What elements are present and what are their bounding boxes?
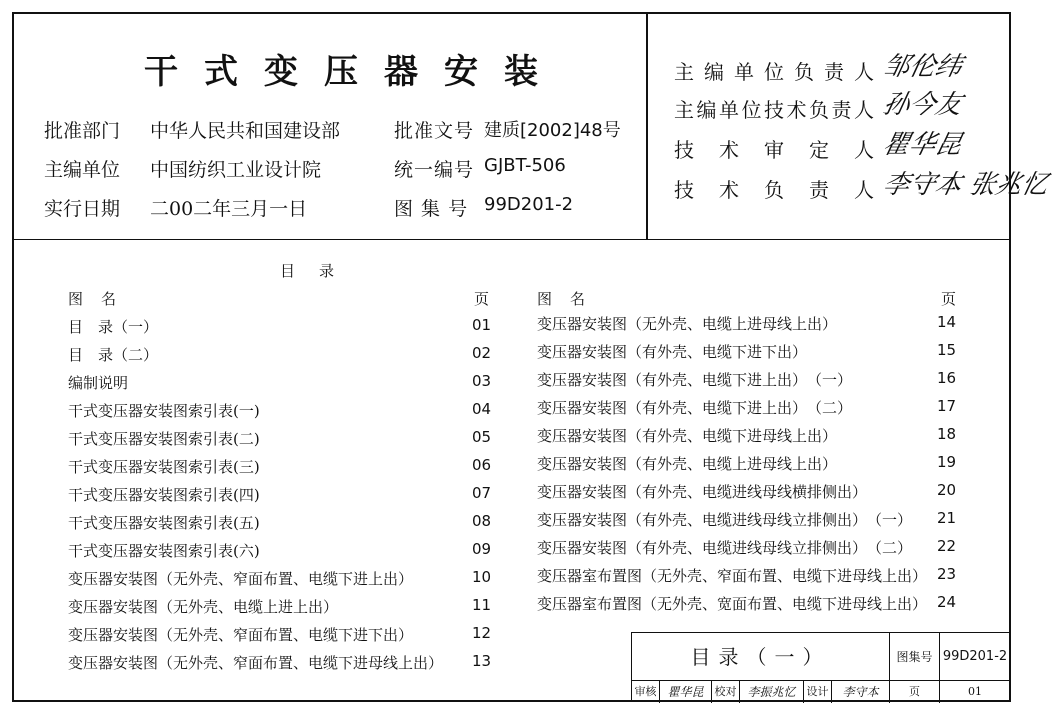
approval-label: 统一编号 — [394, 159, 475, 181]
atlas-label: 图集号 — [890, 633, 940, 681]
entry-page: 23 — [937, 565, 957, 583]
approval-label: 主编单位 — [44, 159, 121, 181]
entry-title: 变压器安装图（有外壳、电缆进线母线立排侧出） （一） — [537, 511, 913, 529]
handwritten-signature: 李守本 张兆忆 — [880, 170, 1051, 200]
approval-value: 中国纺织工业设计院 — [150, 159, 322, 181]
approval-value: GJBT-506 — [484, 155, 566, 176]
approval-strip — [632, 681, 1010, 703]
contents-entry[interactable] — [68, 596, 508, 624]
entry-page: 15 — [937, 341, 957, 359]
contents-entry[interactable] — [68, 540, 508, 568]
review-label: 审核 — [632, 681, 660, 703]
design-label: 设计 — [804, 681, 832, 703]
entry-page: 05 — [472, 428, 492, 446]
entry-title: 变压器安装图（无外壳、窄面布置、电缆下进上出） — [68, 570, 414, 588]
entry-title: 变压器安装图（无外壳、电缆上进母线上出） — [537, 315, 838, 333]
contents-entry[interactable] — [68, 484, 508, 512]
contents-entry[interactable] — [537, 425, 977, 453]
handwritten-signature: 瞿华昆 — [880, 130, 965, 160]
contents-entry[interactable] — [68, 624, 508, 652]
review-signature: 瞿华昆 — [660, 681, 712, 703]
contents-entry[interactable] — [68, 372, 508, 400]
contents-entry[interactable] — [68, 428, 508, 456]
contents-entry[interactable] — [537, 481, 977, 509]
contents-entry[interactable] — [537, 341, 977, 369]
entry-title: 干式变压器安装图索引表(六) — [68, 542, 260, 560]
entry-title: 变压器安装图（有外壳、电缆下进下出） — [537, 343, 808, 361]
entry-page: 06 — [472, 456, 492, 474]
entry-title: 干式变压器安装图索引表(三) — [68, 458, 260, 476]
approval-value: 中华人民共和国建设部 — [150, 120, 341, 142]
entry-page: 04 — [472, 400, 492, 418]
entry-page: 02 — [472, 344, 492, 362]
entry-title: 目 录（一） — [68, 318, 159, 336]
drawing-frame — [12, 12, 1051, 702]
approval-label: 图 集 号 — [394, 198, 469, 220]
entry-page: 21 — [937, 509, 957, 527]
approval-value: 二00二年三月一日 — [150, 198, 308, 220]
title-block — [631, 632, 1009, 702]
contents-entry[interactable] — [537, 565, 977, 593]
page-number: 01 — [968, 685, 982, 698]
check-label: 校对 — [712, 681, 740, 703]
signatory-role: 技术负责人 — [674, 178, 874, 202]
contents-entry[interactable] — [68, 344, 508, 372]
approval-label: 批准文号 — [394, 120, 475, 142]
contents-entry[interactable] — [68, 456, 508, 484]
header — [14, 14, 1051, 240]
entry-title: 编制说明 — [68, 374, 129, 392]
header-divider — [646, 14, 648, 240]
contents-list-right — [537, 313, 977, 621]
entry-title: 干式变压器安装图索引表(五) — [68, 514, 260, 532]
contents-entry[interactable] — [537, 509, 977, 537]
entry-page: 20 — [937, 481, 957, 499]
entry-title: 干式变压器安装图索引表(二) — [68, 430, 260, 448]
entry-page: 11 — [472, 596, 492, 614]
entry-title: 变压器安装图（有外壳、电缆进线母线横排侧出） — [537, 483, 868, 501]
entry-page: 03 — [472, 372, 492, 390]
entry-page: 10 — [472, 568, 492, 586]
column-page-header-right: 页 — [941, 290, 957, 308]
entry-title: 变压器安装图（有外壳、电缆下进母线上出） — [537, 427, 838, 445]
contents-entry[interactable] — [537, 453, 977, 481]
entry-title: 变压器安装图（无外壳、电缆上进上出） — [68, 598, 339, 616]
entry-page: 12 — [472, 624, 492, 642]
entry-title: 变压器安装图（有外壳、电缆下进上出） （二） — [537, 399, 853, 417]
entry-title: 变压器室布置图（无外壳、宽面布置、电缆下进母线上出） — [537, 595, 928, 613]
handwritten-signature: 邹伦纬 — [880, 52, 965, 82]
contents-entry[interactable] — [537, 593, 977, 621]
contents-list-left — [68, 316, 508, 680]
entry-title: 干式变压器安装图索引表(一) — [68, 402, 260, 420]
column-title-header-left: 图名 — [68, 290, 135, 308]
contents-entry[interactable] — [537, 537, 977, 565]
atlas-number: 99D201-2 — [940, 633, 1010, 681]
design-signature: 李守本 — [832, 681, 890, 703]
entry-page: 07 — [472, 484, 492, 502]
entry-page: 08 — [472, 512, 492, 530]
column-title-header-right: 图名 — [537, 290, 604, 308]
entry-title: 干式变压器安装图索引表(四) — [68, 486, 260, 504]
contents-entry[interactable] — [537, 397, 977, 425]
contents-entry[interactable] — [537, 369, 977, 397]
entry-page: 01 — [472, 316, 492, 334]
sheet-name: 目录（一） — [632, 633, 890, 681]
handwritten-signature: 孙今友 — [880, 90, 965, 120]
entry-page: 09 — [472, 540, 492, 558]
column-page-header-left: 页 — [474, 290, 490, 308]
approval-label: 批准部门 — [44, 120, 121, 142]
check-signature: 李振兆忆 — [740, 681, 804, 703]
entry-page: 14 — [937, 313, 957, 331]
entry-page: 16 — [937, 369, 957, 387]
signatory-role: 技术审定人 — [674, 138, 874, 162]
page-label: 页 — [890, 681, 940, 703]
approval-value: 99D201-2 — [484, 194, 574, 215]
entry-title: 变压器安装图（有外壳、电缆下进上出） （一） — [537, 371, 853, 389]
entry-title: 变压器安装图（有外壳、电缆进线母线立排侧出） （二） — [537, 539, 913, 557]
signatory-role: 主编单位负责人 — [674, 60, 874, 84]
entry-page: 13 — [472, 652, 492, 670]
entry-page: 17 — [937, 397, 957, 415]
contents-entry[interactable] — [68, 568, 508, 596]
entry-title: 变压器安装图（有外壳、电缆上进母线上出） — [537, 455, 838, 473]
signatory-role: 主编单位技术负责人 — [674, 98, 874, 122]
contents-entry[interactable] — [68, 400, 508, 428]
entry-page: 24 — [937, 593, 957, 611]
entry-title: 变压器安装图（无外壳、窄面布置、电缆下进下出） — [68, 626, 414, 644]
entry-title: 目 录（二） — [68, 346, 159, 364]
approval-value: 建质[2002]48号 — [484, 120, 621, 141]
contents-entry[interactable] — [68, 512, 508, 540]
page-title: 干式变压器安装 — [144, 52, 564, 92]
contents-entry[interactable] — [68, 316, 508, 344]
approval-label: 实行日期 — [44, 198, 121, 220]
entry-title: 变压器安装图（无外壳、窄面布置、电缆下进母线上出） — [68, 654, 444, 672]
contents-entry[interactable] — [537, 313, 977, 341]
contents-entry[interactable] — [68, 652, 508, 680]
entry-page: 18 — [937, 425, 957, 443]
entry-title: 变压器室布置图（无外壳、窄面布置、电缆下进母线上出） — [537, 567, 928, 585]
entry-page: 19 — [937, 453, 957, 471]
contents-heading: 目录 — [280, 262, 359, 280]
entry-page: 22 — [937, 537, 957, 555]
